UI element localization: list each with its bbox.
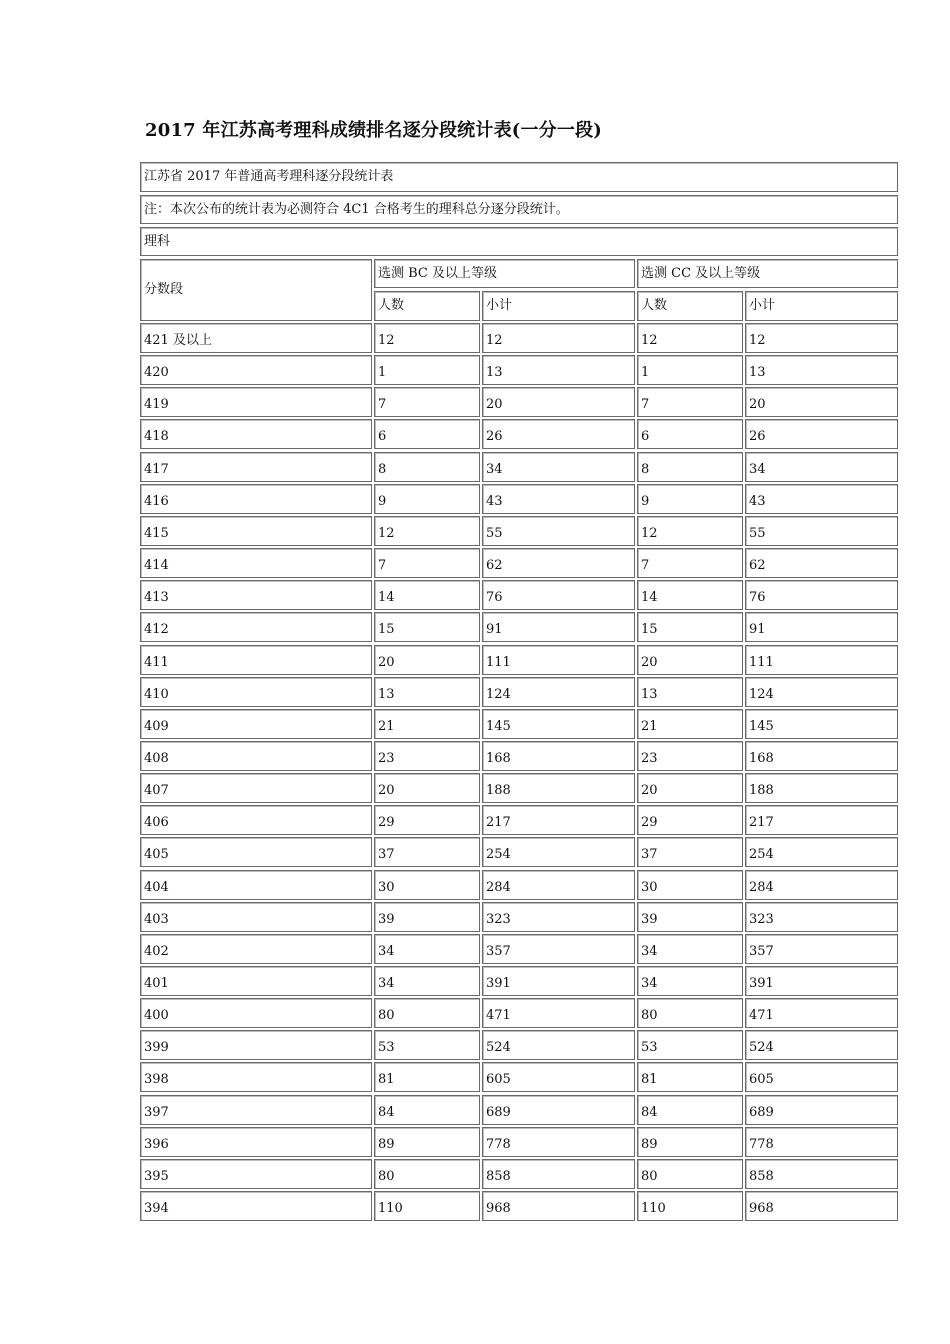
bc-subtotal-cell: 689	[482, 1095, 635, 1125]
cc-subtotal-cell: 34	[745, 452, 898, 482]
bc-count-cell: 15	[374, 612, 480, 642]
cc-count-cell: 12	[637, 516, 743, 546]
bc-subtotal-header: 小计	[482, 291, 635, 321]
bc-count-cell: 29	[374, 805, 480, 835]
bc-count-cell: 81	[374, 1062, 480, 1092]
score-cell: 416	[140, 484, 372, 514]
cc-subtotal-cell: 188	[745, 773, 898, 803]
cc-count-cell: 80	[637, 998, 743, 1028]
bc-subtotal-cell: 254	[482, 837, 635, 867]
score-cell: 398	[140, 1062, 372, 1092]
bc-subtotal-cell: 91	[482, 612, 635, 642]
score-cell: 419	[140, 387, 372, 417]
score-cell: 397	[140, 1095, 372, 1125]
bc-subtotal-cell: 43	[482, 484, 635, 514]
cc-subtotal-cell: 323	[745, 902, 898, 932]
bc-count-cell: 84	[374, 1095, 480, 1125]
score-cell: 415	[140, 516, 372, 546]
score-cell: 406	[140, 805, 372, 835]
bc-subtotal-cell: 391	[482, 966, 635, 996]
table-caption: 江苏省 2017 年普通高考理科逐分段统计表	[140, 162, 898, 192]
bc-subtotal-cell: 145	[482, 709, 635, 739]
cc-subtotal-cell: 254	[745, 837, 898, 867]
cc-subtotal-cell: 778	[745, 1127, 898, 1157]
bc-subtotal-cell: 13	[482, 355, 635, 385]
score-cell: 414	[140, 548, 372, 578]
cc-subtotal-cell: 357	[745, 934, 898, 964]
cc-subtotal-cell: 391	[745, 966, 898, 996]
score-cell: 395	[140, 1159, 372, 1189]
cc-subtotal-cell: 689	[745, 1095, 898, 1125]
bc-count-cell: 13	[374, 677, 480, 707]
bc-count-cell: 21	[374, 709, 480, 739]
bc-count-cell: 1	[374, 355, 480, 385]
bc-count-cell: 9	[374, 484, 480, 514]
cc-count-cell: 37	[637, 837, 743, 867]
bc-subtotal-cell: 968	[482, 1191, 635, 1221]
cc-subtotal-cell: 524	[745, 1030, 898, 1060]
bc-subtotal-cell: 124	[482, 677, 635, 707]
cc-count-cell: 9	[637, 484, 743, 514]
cc-count-cell: 80	[637, 1159, 743, 1189]
score-cell: 410	[140, 677, 372, 707]
cc-count-cell: 39	[637, 902, 743, 932]
group-cc-header: 选测 CC 及以上等级	[637, 259, 898, 288]
bc-count-cell: 80	[374, 998, 480, 1028]
cc-subtotal-cell: 858	[745, 1159, 898, 1189]
bc-count-cell: 37	[374, 837, 480, 867]
bc-subtotal-cell: 471	[482, 998, 635, 1028]
bc-count-cell: 80	[374, 1159, 480, 1189]
bc-subtotal-cell: 284	[482, 870, 635, 900]
subject-label: 理科	[140, 227, 898, 256]
bc-count-cell: 12	[374, 516, 480, 546]
score-cell: 421 及以上	[140, 323, 372, 353]
score-column-header: 分数段	[140, 259, 372, 321]
bc-count-cell: 6	[374, 419, 480, 449]
cc-subtotal-cell: 145	[745, 709, 898, 739]
bc-subtotal-cell: 357	[482, 934, 635, 964]
bc-subtotal-cell: 858	[482, 1159, 635, 1189]
bc-count-cell: 53	[374, 1030, 480, 1060]
cc-count-cell: 29	[637, 805, 743, 835]
cc-count-cell: 23	[637, 741, 743, 771]
score-cell: 403	[140, 902, 372, 932]
score-cell: 394	[140, 1191, 372, 1221]
cc-count-cell: 84	[637, 1095, 743, 1125]
bc-subtotal-cell: 26	[482, 419, 635, 449]
bc-count-cell: 30	[374, 870, 480, 900]
group-bc-header: 选测 BC 及以上等级	[374, 259, 635, 288]
cc-subtotal-cell: 20	[745, 387, 898, 417]
score-cell: 412	[140, 612, 372, 642]
bc-count-cell: 20	[374, 645, 480, 675]
cc-subtotal-cell: 12	[745, 323, 898, 353]
bc-count-cell: 39	[374, 902, 480, 932]
bc-count-cell: 12	[374, 323, 480, 353]
score-cell: 409	[140, 709, 372, 739]
cc-subtotal-cell: 55	[745, 516, 898, 546]
cc-count-cell: 1	[637, 355, 743, 385]
bc-subtotal-cell: 111	[482, 645, 635, 675]
cc-count-cell: 15	[637, 612, 743, 642]
bc-subtotal-cell: 605	[482, 1062, 635, 1092]
bc-count-header: 人数	[374, 291, 480, 321]
cc-count-cell: 34	[637, 934, 743, 964]
cc-subtotal-cell: 124	[745, 677, 898, 707]
cc-subtotal-cell: 13	[745, 355, 898, 385]
bc-subtotal-cell: 34	[482, 452, 635, 482]
score-cell: 420	[140, 355, 372, 385]
bc-subtotal-cell: 778	[482, 1127, 635, 1157]
score-cell: 407	[140, 773, 372, 803]
cc-count-cell: 6	[637, 419, 743, 449]
cc-count-cell: 21	[637, 709, 743, 739]
bc-count-cell: 110	[374, 1191, 480, 1221]
bc-count-cell: 7	[374, 548, 480, 578]
cc-subtotal-cell: 968	[745, 1191, 898, 1221]
cc-count-cell: 8	[637, 452, 743, 482]
bc-subtotal-cell: 62	[482, 548, 635, 578]
score-cell: 411	[140, 645, 372, 675]
bc-subtotal-cell: 217	[482, 805, 635, 835]
cc-count-cell: 34	[637, 966, 743, 996]
score-cell: 400	[140, 998, 372, 1028]
cc-count-cell: 89	[637, 1127, 743, 1157]
bc-subtotal-cell: 12	[482, 323, 635, 353]
bc-count-cell: 14	[374, 580, 480, 610]
bc-subtotal-cell: 76	[482, 580, 635, 610]
score-cell: 396	[140, 1127, 372, 1157]
cc-count-cell: 12	[637, 323, 743, 353]
score-cell: 399	[140, 1030, 372, 1060]
score-cell: 408	[140, 741, 372, 771]
bc-subtotal-cell: 188	[482, 773, 635, 803]
cc-subtotal-cell: 91	[745, 612, 898, 642]
cc-count-cell: 81	[637, 1062, 743, 1092]
cc-subtotal-cell: 284	[745, 870, 898, 900]
cc-subtotal-cell: 62	[745, 548, 898, 578]
cc-count-cell: 13	[637, 677, 743, 707]
cc-count-cell: 7	[637, 387, 743, 417]
score-cell: 401	[140, 966, 372, 996]
bc-count-cell: 8	[374, 452, 480, 482]
bc-subtotal-cell: 20	[482, 387, 635, 417]
cc-subtotal-cell: 26	[745, 419, 898, 449]
cc-count-cell: 7	[637, 548, 743, 578]
cc-count-cell: 20	[637, 773, 743, 803]
score-cell: 418	[140, 419, 372, 449]
table-note: 注：本次公布的统计表为必测符合 4C1 合格考生的理科总分逐分段统计。	[140, 195, 898, 224]
bc-subtotal-cell: 524	[482, 1030, 635, 1060]
bc-count-cell: 34	[374, 934, 480, 964]
cc-subtotal-header: 小计	[745, 291, 898, 321]
cc-count-cell: 14	[637, 580, 743, 610]
bc-subtotal-cell: 168	[482, 741, 635, 771]
cc-subtotal-cell: 76	[745, 580, 898, 610]
cc-subtotal-cell: 168	[745, 741, 898, 771]
bc-count-cell: 34	[374, 966, 480, 996]
bc-count-cell: 23	[374, 741, 480, 771]
score-cell: 402	[140, 934, 372, 964]
cc-count-cell: 53	[637, 1030, 743, 1060]
cc-count-cell: 110	[637, 1191, 743, 1221]
cc-subtotal-cell: 471	[745, 998, 898, 1028]
cc-subtotal-cell: 605	[745, 1062, 898, 1092]
bc-count-cell: 89	[374, 1127, 480, 1157]
score-cell: 413	[140, 580, 372, 610]
bc-subtotal-cell: 55	[482, 516, 635, 546]
bc-subtotal-cell: 323	[482, 902, 635, 932]
cc-count-cell: 20	[637, 645, 743, 675]
score-cell: 404	[140, 870, 372, 900]
score-cell: 417	[140, 452, 372, 482]
bc-count-cell: 7	[374, 387, 480, 417]
bc-count-cell: 20	[374, 773, 480, 803]
cc-count-header: 人数	[637, 291, 743, 321]
cc-count-cell: 30	[637, 870, 743, 900]
cc-subtotal-cell: 111	[745, 645, 898, 675]
cc-subtotal-cell: 217	[745, 805, 898, 835]
page-title: 2017 年江苏高考理科成绩排名逐分段统计表(一分一段)	[145, 120, 602, 141]
score-cell: 405	[140, 837, 372, 867]
cc-subtotal-cell: 43	[745, 484, 898, 514]
